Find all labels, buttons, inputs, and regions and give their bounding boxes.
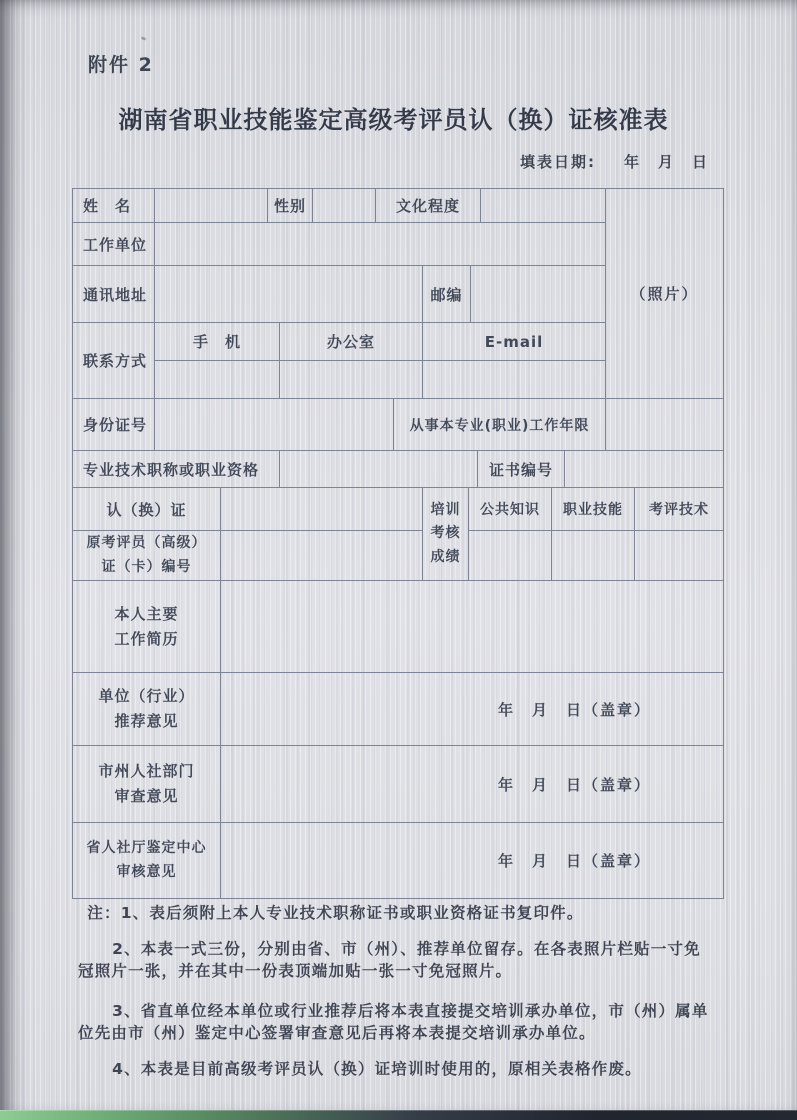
education-value-cell: [481, 189, 606, 223]
row-resume: [73, 581, 723, 673]
public-knowledge-label: 公共知识: [469, 488, 552, 531]
original-cert-value-cell: [221, 531, 423, 581]
fill-date-value: 年 月 日: [623, 153, 709, 171]
public-knowledge-score-cell: [469, 531, 552, 581]
renew-cert-label: 认（换）证: [73, 488, 221, 531]
mobile-label: 手 机: [155, 323, 280, 361]
original-cert-label: 原考评员（高级） 证（卡）编号: [73, 531, 221, 581]
photo-cell: （照片）: [606, 189, 723, 399]
certification-band: [73, 488, 723, 581]
fill-date-label: 填表日期:: [519, 153, 596, 171]
id-number-value-cell: [155, 399, 394, 451]
row-province-review: [73, 823, 723, 898]
scan-speck: [141, 36, 147, 41]
row-contact: [73, 323, 606, 399]
work-unit-label: 工作单位: [73, 223, 155, 266]
pro-title-value-cell: [280, 451, 478, 488]
address-label: 通讯地址: [73, 266, 155, 323]
note-item: 3、省直单位经本单位或行业推荐后将本表直接提交培训承办单位，市（州）属单位先由市（州）鉴定中心签署审查意见后再将本表提交培训承办单位。: [78, 1002, 709, 1042]
row-id-number: [73, 399, 723, 451]
vocational-skill-score-cell: [552, 531, 635, 581]
recommend-label: 单位（行业） 推荐意见: [73, 673, 221, 746]
assessment-tech-label: 考评技术: [635, 488, 723, 531]
fill-date-row: [0, 151, 709, 172]
assessment-tech-score-cell: [635, 531, 723, 581]
city-review-label: 市州人社部门 审查意见: [73, 746, 221, 823]
gender-label: 性别: [268, 189, 313, 223]
personal-info-band: [73, 189, 723, 399]
resume-value-cell: [221, 581, 723, 673]
attachment-label: 附件 2: [88, 54, 154, 76]
row-work-unit: [73, 223, 606, 266]
address-value-cell: [155, 266, 423, 323]
recommend-date-seal: 年 月 日（盖章）: [221, 673, 723, 746]
province-review-date-seal: 年 月 日（盖章）: [497, 852, 651, 870]
form-table: [72, 188, 724, 899]
note-item: 4、本表是目前高级考评员认（换）证培训时使用的，原相关表格作废。: [112, 1060, 642, 1078]
desk-edge: [0, 1110, 797, 1120]
work-unit-value-cell: [155, 223, 606, 266]
work-years-value-cell: [606, 399, 723, 451]
training-score-label: 培训 考核 成绩: [423, 488, 469, 581]
email-label: E-mail: [423, 323, 606, 361]
notes-block: [78, 902, 714, 1080]
gender-value-cell: [313, 189, 376, 223]
vocational-skill-label: 职业技能: [552, 488, 635, 531]
city-review-date-seal: 年 月 日（盖章）: [221, 746, 723, 823]
contact-label: 联系方式: [73, 323, 155, 399]
row-name: [73, 189, 606, 223]
id-number-label: 身份证号: [73, 399, 155, 451]
email-value-cell: [423, 361, 606, 399]
postcode-value-cell: [471, 266, 606, 323]
row-pro-title: [73, 451, 723, 488]
office-label: 办公室: [280, 323, 423, 361]
work-years-label: 从事本专业(职业)工作年限: [394, 399, 606, 451]
mobile-value-cell: [155, 361, 280, 399]
office-value-cell: [280, 361, 423, 399]
postcode-label: 邮编: [423, 266, 471, 323]
pro-title-label: 专业技术职称或职业资格: [73, 451, 280, 488]
cert-no-value-cell: [565, 451, 723, 488]
cert-no-label: 证书编号: [478, 451, 565, 488]
form-title: 湖南省职业技能鉴定高级考评员认（换）证核准表: [118, 106, 669, 134]
province-review-label: 省人社厅鉴定中心 审核意见: [73, 823, 221, 898]
education-label: 文化程度: [376, 189, 481, 223]
row-city-review: [73, 746, 723, 823]
note-item: 注：1、表后须附上本人专业技术职称证书或职业资格证书复印件。: [87, 904, 584, 922]
row-recommend: [73, 673, 723, 746]
note-item: 2、本表一式三份，分别由省、市（州）、推荐单位留存。在各表照片栏贴一寸免冠照片一张，并在其中一份表顶端加贴一张一寸免冠照片。: [78, 940, 701, 980]
name-value-cell: [155, 189, 268, 223]
renew-cert-value-cell: [221, 488, 423, 531]
name-label: 姓 名: [73, 189, 155, 223]
row-address: [73, 266, 606, 323]
resume-label: 本人主要 工作简历: [73, 581, 221, 673]
